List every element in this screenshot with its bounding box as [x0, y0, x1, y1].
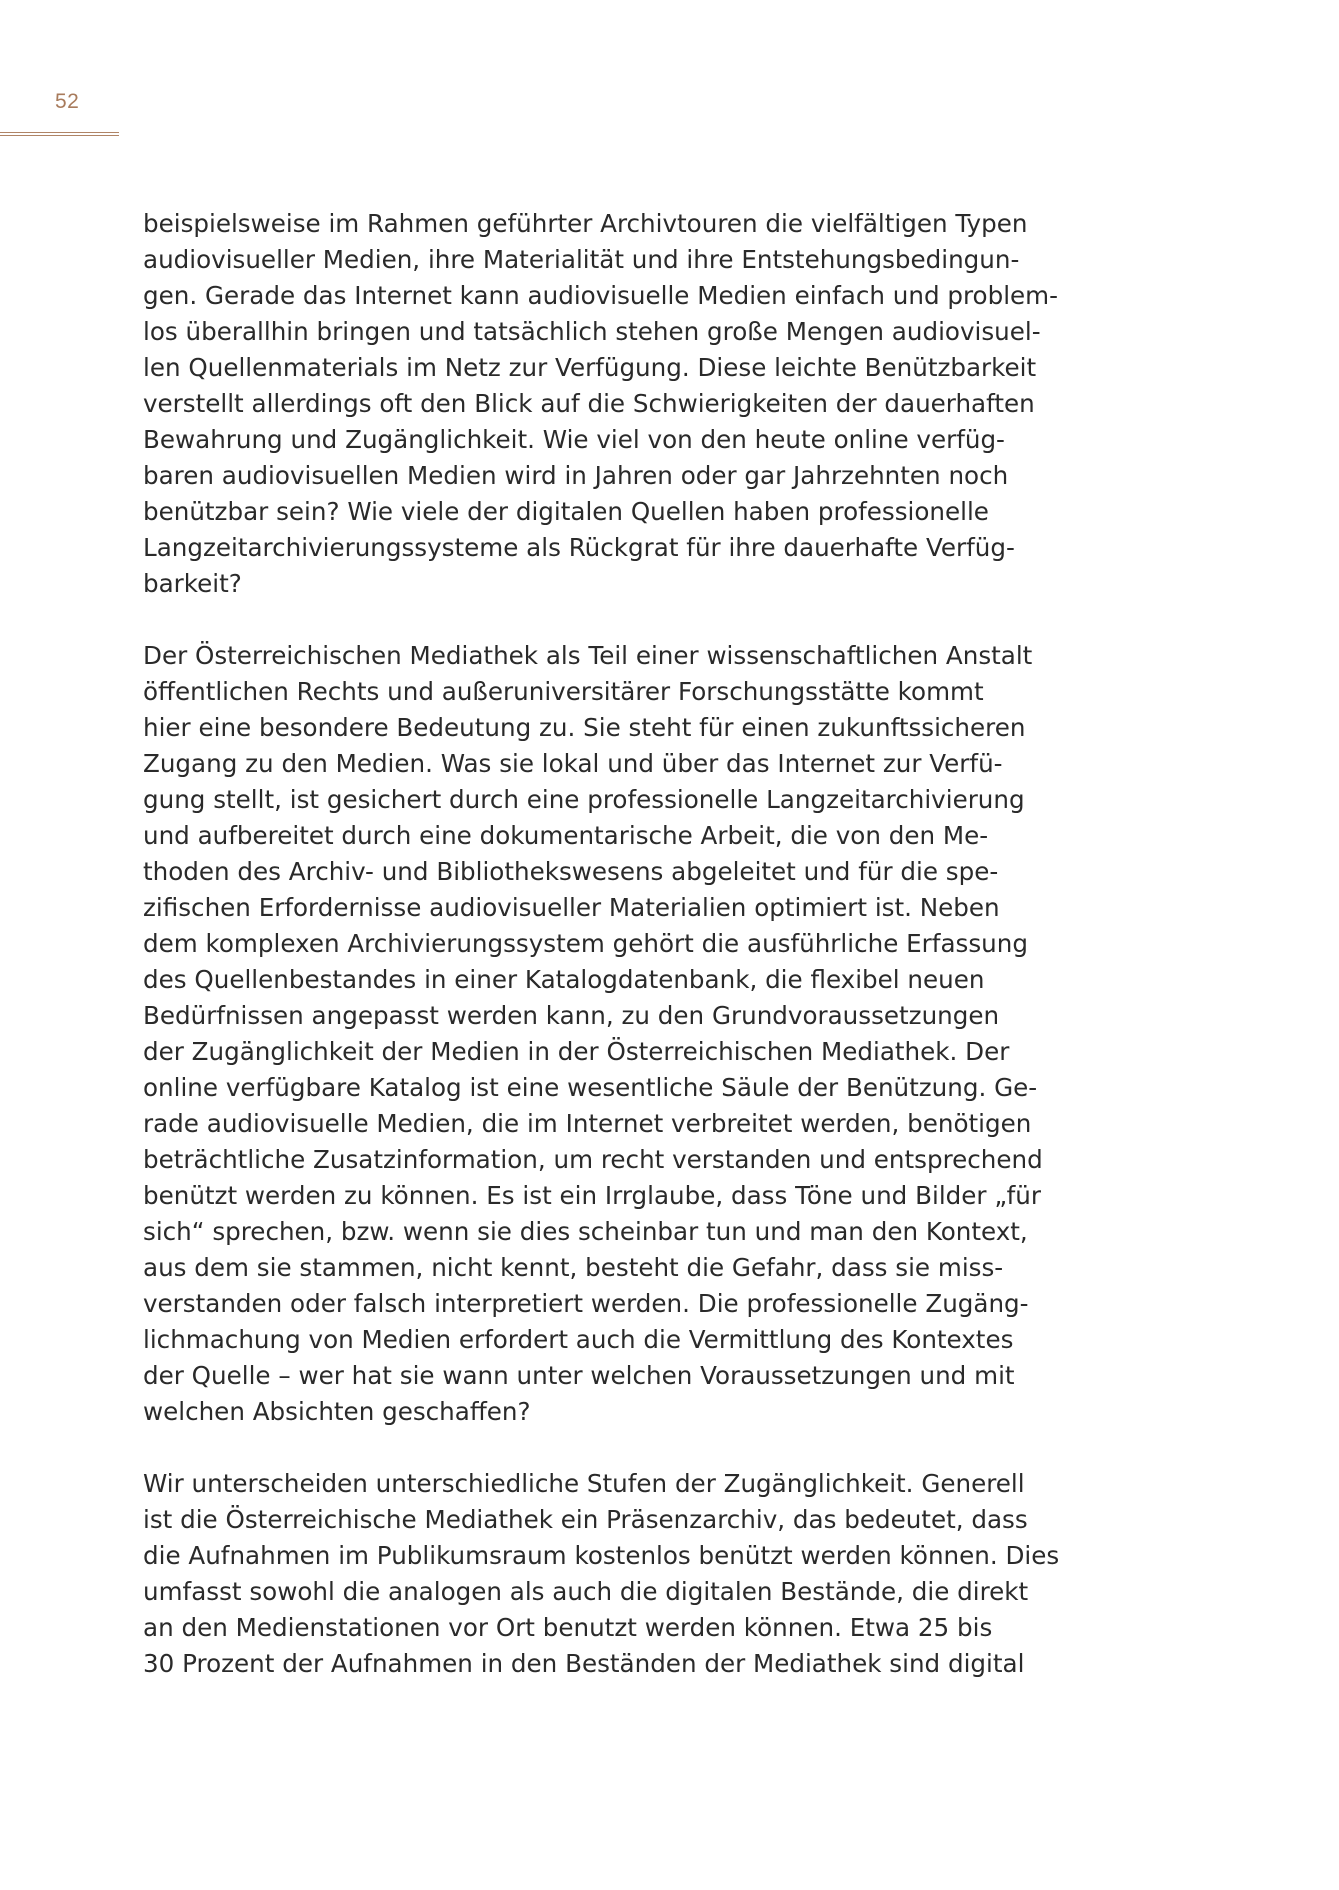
text-line: ist die Österreichische Mediathek ein Präsenzarchiv, das bedeutet, dass — [143, 1505, 1028, 1534]
text-line: Bedürfnissen angepasst werden kann, zu den Grundvoraussetzungen — [143, 1001, 1000, 1030]
text-line: len Quellenmaterials im Netz zur Verfügung. Diese leichte Benützbarkeit — [143, 353, 1037, 382]
text-line: audiovisueller Medien, ihre Materialität und ihre Entstehungsbedingun- — [143, 245, 1020, 274]
text-line: beträchtliche Zusatzinformation, um recht verstanden und entsprechend — [143, 1145, 1043, 1174]
text-line: thoden des Archiv- und Bibliothekswesens abgeleitet und für die spe- — [143, 857, 999, 886]
text-line: baren audiovisuellen Medien wird in Jahren oder gar Jahrzehnten noch — [143, 461, 1009, 490]
text-line: hier eine besondere Bedeutung zu. Sie steht für einen zukunftssicheren — [143, 713, 1026, 742]
text-line: Der Österreichischen Mediathek als Teil einer wissenschaftlichen Anstalt — [143, 641, 1033, 670]
paragraph — [143, 206, 1059, 602]
body-text — [143, 206, 1060, 1682]
text-line: sich“ sprechen, bzw. wenn sie dies scheinbar tun und man den Kontext, — [143, 1217, 1028, 1246]
header-rule-bottom — [0, 135, 119, 136]
page-number: 52 — [55, 90, 80, 113]
text-line: gung stellt, ist gesichert durch eine professionelle Langzeitarchivierung — [143, 785, 1025, 814]
text-line: online verfügbare Katalog ist eine wesentliche Säule der Benützung. Ge- — [143, 1073, 1038, 1102]
text-line: welchen Absichten geschaffen? — [143, 1397, 531, 1426]
text-line: benützt werden zu können. Es ist ein Irrglaube, dass Töne und Bilder „für — [143, 1181, 1041, 1210]
text-line: Wir unterscheiden unterschiedliche Stufen der Zugänglichkeit. Generell — [143, 1469, 1025, 1498]
text-line: zifischen Erfordernisse audiovisueller Materialien optimiert ist. Neben — [143, 893, 1000, 922]
paragraph-gap — [143, 1430, 1033, 1466]
text-line: rade audiovisuelle Medien, die im Internet verbreitet werden, benötigen — [143, 1109, 1032, 1138]
text-line: und aufbereitet durch eine dokumentarische Arbeit, die von den Me- — [143, 821, 989, 850]
text-line: aus dem sie stammen, nicht kennt, besteht die Gefahr, dass sie miss- — [143, 1253, 1004, 1282]
text-line: des Quellenbestandes in einer Katalogdatenbank, die flexibel neuen — [143, 965, 985, 994]
text-line: öffentlichen Rechts und außeruniversitärer Forschungsstätte kommt — [143, 677, 984, 706]
text-line: barkeit? — [143, 569, 242, 598]
text-line: gen. Gerade das Internet kann audiovisuelle Medien einfach und problem- — [143, 281, 1059, 310]
text-line: an den Medienstationen vor Ort benutzt werden können. Etwa 25 bis — [143, 1613, 993, 1642]
text-line: verstanden oder falsch interpretiert werden. Die professionelle Zugäng- — [143, 1289, 1029, 1318]
text-line: der Zugänglichkeit der Medien in der Österreichischen Mediathek. Der — [143, 1037, 1010, 1066]
text-line: dem komplexen Archivierungssystem gehört die ausführliche Erfassung — [143, 929, 1028, 958]
text-line: die Aufnahmen im Publikumsraum kostenlos benützt werden können. Dies — [143, 1541, 1060, 1570]
text-line: Bewahrung und Zugänglichkeit. Wie viel von den heute online verfüg- — [143, 425, 1005, 454]
text-line: lichmachung von Medien erfordert auch die Vermittlung des Kontextes — [143, 1325, 1014, 1354]
text-line: Langzeitarchivierungssysteme als Rückgrat für ihre dauerhafte Verfüg- — [143, 533, 1015, 562]
text-line: benützbar sein? Wie viele der digitalen Quellen haben professionelle — [143, 497, 989, 526]
text-line: beispielsweise im Rahmen geführter Archivtouren die vielfältigen Typen — [143, 209, 1028, 238]
paragraph — [143, 638, 1043, 1430]
header-rule-top — [0, 132, 119, 133]
text-line: der Quelle – wer hat sie wann unter welchen Voraussetzungen und mit — [143, 1361, 1015, 1390]
paragraph — [143, 1466, 1060, 1682]
text-line: 30 Prozent der Aufnahmen in den Beständen der Mediathek sind digital — [143, 1649, 1025, 1678]
text-line: umfasst sowohl die analogen als auch die digitalen Bestände, die direkt — [143, 1577, 1029, 1606]
paragraph-gap — [143, 602, 1033, 638]
text-line: Zugang zu den Medien. Was sie lokal und über das Internet zur Verfü- — [143, 749, 1003, 778]
text-line: verstellt allerdings oft den Blick auf die Schwierigkeiten der dauerhaften — [143, 389, 1035, 418]
text-line: los überallhin bringen und tatsächlich stehen große Mengen audiovisuel- — [143, 317, 1041, 346]
